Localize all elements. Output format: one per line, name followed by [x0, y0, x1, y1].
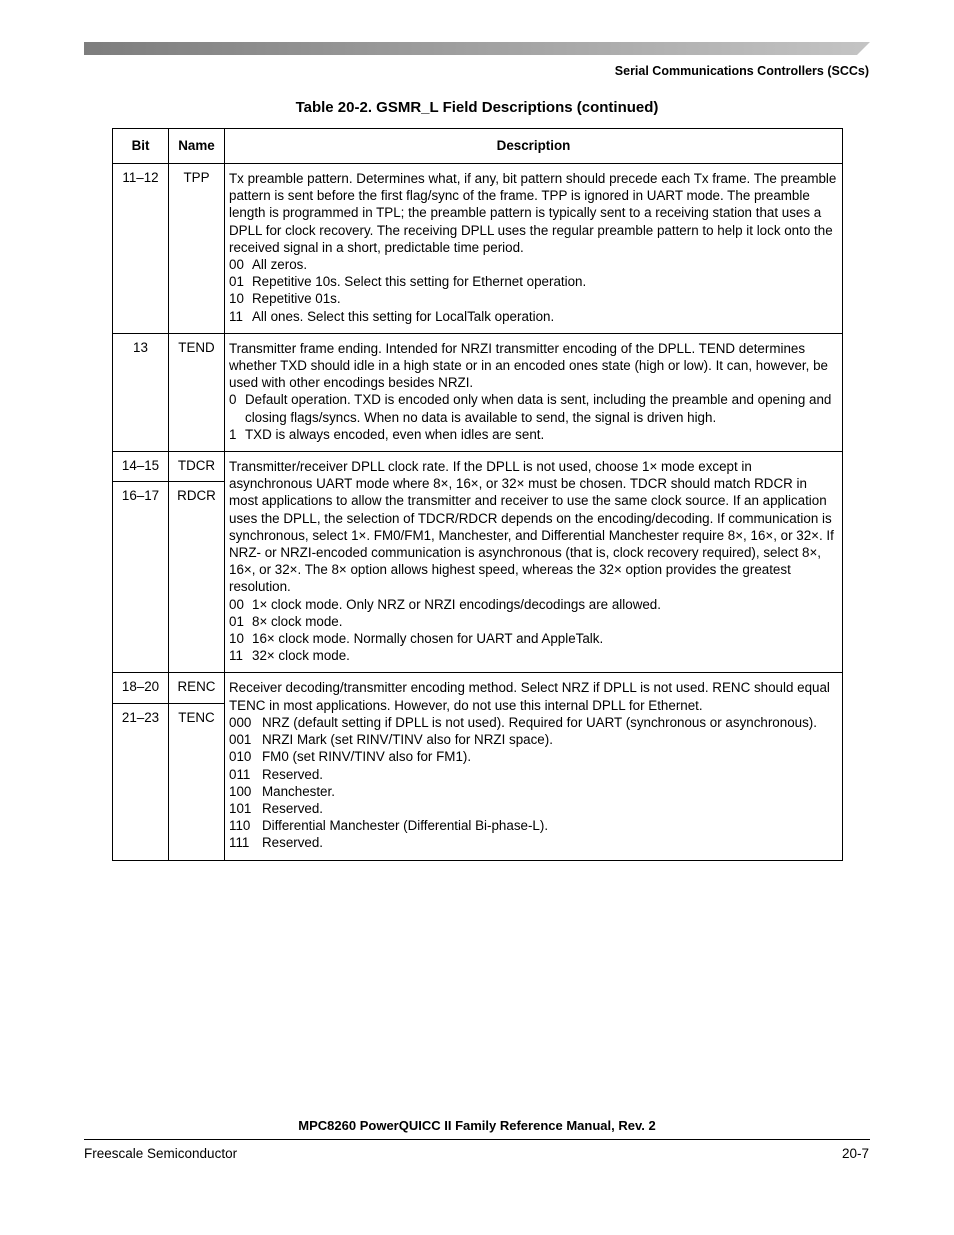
- option-code: 01: [229, 274, 244, 290]
- description-cell: [225, 333, 843, 451]
- footer-divider: [84, 1139, 870, 1140]
- table-row: [113, 164, 843, 334]
- name-cell: TEND: [169, 333, 225, 451]
- name-cell: TPP: [169, 164, 225, 334]
- option-code: 01: [229, 613, 244, 629]
- column-header-description: Description: [225, 129, 843, 164]
- option-item: [229, 391, 838, 425]
- column-header-name: Name: [169, 129, 225, 164]
- option-text: Manchester.: [262, 783, 335, 799]
- section-title: Serial Communications Controllers (SCCs): [614, 64, 869, 78]
- bit-cell: 13: [113, 333, 169, 451]
- option-text: All zeros.: [252, 257, 308, 273]
- option-item: [229, 308, 838, 325]
- option-text: All ones. Select this setting for LocalTalk operation.: [252, 308, 555, 324]
- bit-cell: 21–23: [113, 703, 169, 860]
- option-text: Reserved.: [262, 766, 324, 782]
- option-text: 16× clock mode. Normally chosen for UART and AppleTalk.: [252, 631, 604, 647]
- table-row: [113, 673, 843, 703]
- option-text: 32× clock mode.: [252, 648, 350, 664]
- table-header-row: [113, 129, 843, 164]
- option-item: [229, 834, 838, 851]
- option-item: [229, 817, 838, 834]
- description-text: Receiver decoding/transmitter encoding method. Select NRZ if DPLL is not used. RENC should equal TENC in most applications. However, do not use this internal DPLL for Ethernet.: [229, 680, 830, 713]
- name-cell: RDCR: [169, 482, 225, 673]
- option-code: 000: [229, 714, 252, 730]
- option-text: Reserved.: [262, 835, 324, 851]
- table-row: [113, 333, 843, 451]
- option-code: 11: [229, 308, 243, 324]
- option-code: 11: [229, 648, 243, 664]
- name-cell: TDCR: [169, 452, 225, 482]
- option-item: [229, 426, 838, 443]
- description-cell: [225, 164, 843, 334]
- option-text: 8× clock mode.: [252, 613, 343, 629]
- option-item: [229, 731, 838, 748]
- option-code: 101: [229, 800, 252, 816]
- table-caption: Table 20-2. GSMR_L Field Descriptions (continued): [295, 99, 659, 116]
- option-text: Repetitive 01s.: [252, 291, 341, 307]
- footer-company: Freescale Semiconductor: [84, 1146, 238, 1161]
- option-item: [229, 256, 838, 273]
- bit-cell: 14–15: [113, 452, 169, 482]
- option-text: 1× clock mode. Only NRZ or NRZI encodings/decodings are allowed.: [252, 596, 661, 612]
- option-code: 10: [229, 631, 244, 647]
- bit-cell: 16–17: [113, 482, 169, 673]
- footer-title: MPC8260 PowerQUICC II Family Reference Manual, Rev. 2: [298, 1118, 656, 1133]
- option-code: 00: [229, 596, 244, 612]
- field-descriptions-table: [112, 128, 843, 861]
- option-code: 110: [229, 818, 251, 834]
- option-item: [229, 596, 838, 613]
- option-code: 10: [229, 291, 244, 307]
- description-cell: [225, 452, 843, 673]
- description-text: Tx preamble pattern. Determines what, if any, bit pattern should precede each Tx frame. The preamble pattern is sent before the first flag/sync of the frame. TPP is ignored in UART mode. The preamble length is programmed in TPL; the preamble pattern is typically sent to a receiving station that uses a DPLL for clock recovery. The receiving DPLL uses the regular preamble pattern to help it lock onto the received signal in a short, predictable time period.: [229, 171, 837, 255]
- option-item: [229, 613, 838, 630]
- description-text: Transmitter/receiver DPLL clock rate. If the DPLL is not used, choose 1× mode except in asynchronous UART mode where 8×, 16×, or 32× must be chosen. TDCR should match RDCR in most applications to allow the transmitter and receiver to use the same clock source. If an application uses the DPLL, the selection of TDCR/RDCR depends on the encoding/decoding. If communication is synchronous, select 1×. FM0/FM1, Manchester, and Differential Manchester require 8×, 16×, or 32×. If NRZ- or NRZI-encoded communication is asynchronous (that is, clock recovery required), select 8×, 16×, or 32×. The 8× option allows highest speed, whereas the 32× option provides the greatest resolution.: [229, 459, 834, 595]
- column-header-bit: Bit: [113, 129, 169, 164]
- option-code: 100: [229, 783, 252, 799]
- option-item: [229, 714, 838, 731]
- option-item: [229, 630, 838, 647]
- option-item: [229, 800, 838, 817]
- option-text: FM0 (set RINV/TINV also for FM1).: [262, 749, 472, 765]
- option-item: [229, 647, 838, 664]
- option-item: [229, 273, 838, 290]
- bit-cell: 11–12: [113, 164, 169, 334]
- option-code: 00: [229, 257, 244, 273]
- description-text: Transmitter frame ending. Intended for NRZI transmitter encoding of the DPLL. TEND determines whether TXD should idle in a high state or in an encoded ones state (high or low). It can, however, be used with other encodings besides NRZI.: [229, 340, 828, 391]
- option-text: Default operation. TXD is encoded only when data is sent, including the preamble and opening and closing flags/syncs. When no data is available to send, the signal is driven high.: [245, 392, 832, 425]
- option-code: 010: [229, 749, 252, 765]
- option-text: NRZI Mark (set RINV/TINV also for NRZI space).: [262, 732, 553, 748]
- page-number: 20-7: [841, 1146, 869, 1161]
- name-cell: RENC: [169, 673, 225, 703]
- header-bar: [84, 42, 870, 55]
- table-row: [113, 452, 843, 482]
- option-text: Differential Manchester (Differential Bi-phase-L).: [262, 818, 549, 834]
- option-code: 0: [229, 392, 237, 408]
- option-text: Reserved.: [262, 800, 324, 816]
- name-cell: TENC: [169, 703, 225, 860]
- option-text: Repetitive 10s. Select this setting for Ethernet operation.: [252, 274, 587, 290]
- option-item: [229, 748, 838, 765]
- option-code: 111: [229, 835, 250, 851]
- option-code: 011: [229, 766, 251, 782]
- option-item: [229, 783, 838, 800]
- option-text: TXD is always encoded, even when idles are sent.: [245, 426, 545, 442]
- option-code: 001: [229, 732, 252, 748]
- bit-cell: 18–20: [113, 673, 169, 703]
- option-item: [229, 290, 838, 307]
- option-item: [229, 766, 838, 783]
- description-cell: [225, 673, 843, 860]
- option-text: NRZ (default setting if DPLL is not used). Required for UART (synchronous or asynchronous).: [262, 714, 817, 730]
- option-code: 1: [229, 426, 237, 442]
